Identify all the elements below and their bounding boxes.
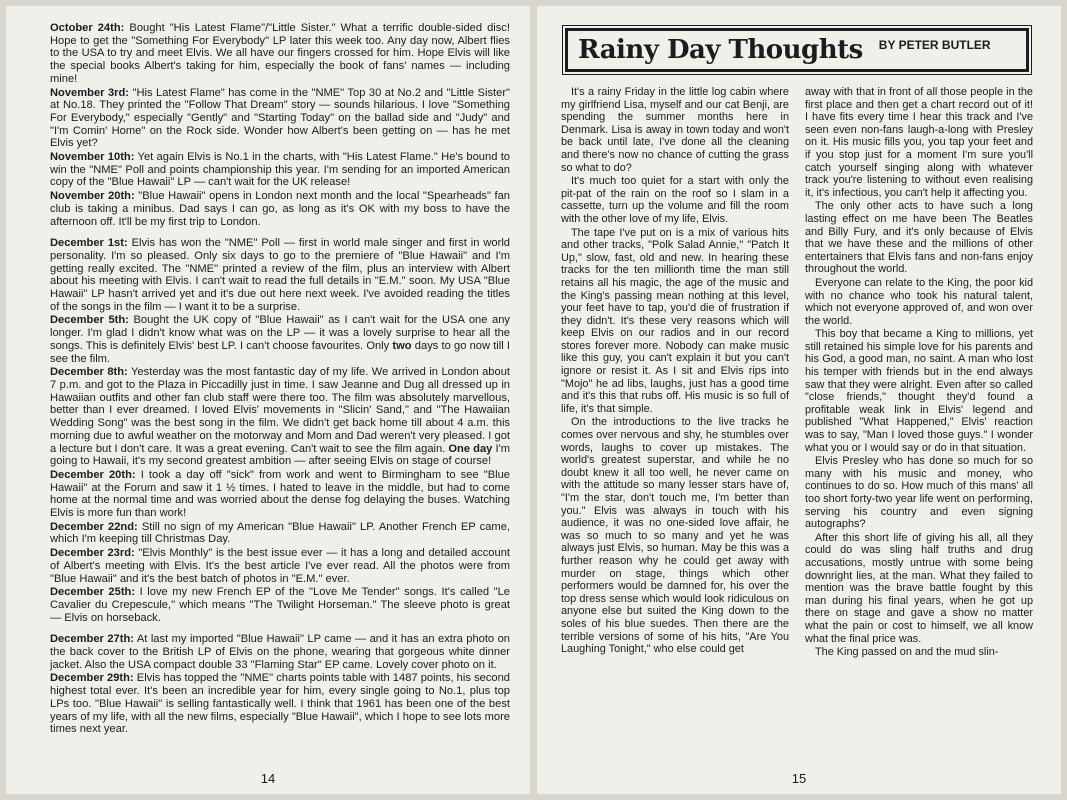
article-column-2 <box>805 86 1033 660</box>
diary-entry <box>50 87 510 151</box>
entry-date: December 23rd: <box>50 547 135 560</box>
left-page <box>6 6 530 794</box>
article-paragraph: After this short life of giving his all, all they could do was sling half truths and drug accusations, mostly untrue with some being downright lies, at the man. What they failed to mention was the brave battle fought by this man during his final years, when he got up there on stage and gave a show no matter what the pain or cost to himself, we all know what the final price was. <box>805 531 1033 645</box>
diary-entries <box>50 22 510 736</box>
diary-entry <box>50 237 510 313</box>
entry-text: I took a day off "sick" from work and went to Birmingham to see "Blue Hawaii" at the Forum and saw it 1 ½ times. I hated to leave in the middle, but had to come home at the normal time and was worried about the dense fog delaying the buses. Watching Elvis is more fun than work! <box>50 468 510 520</box>
article-paragraph: The only other acts to have such a long lasting effect on me have been The Beatles and Billy Fury, and it's only because of Elvis that we have these and the millions of other entertainers that Elvis fans and non-fans enjoy throughout the world. <box>805 200 1033 276</box>
entry-date: December 27th: <box>50 633 134 646</box>
article-paragraph: Elvis Presley who has done so much for so many with his music and money, who continues to do so. How much of this mans' all too short forty-two year life went on performing, serving his country and even signing autographs? <box>805 455 1033 531</box>
entry-emphasis: two <box>392 339 412 352</box>
entry-text: Yet again Elvis is No.1 in the charts, with "His Latest Flame." He's bound to win the "NME" Poll and points championship this year. I'm sending for an imported American copy of the "Blue Hawaii" LP — can't wait for the UK release! <box>50 151 510 189</box>
diary-entry <box>50 190 510 228</box>
entry-text: I love my new French EP of the "Love Me Tender" songs. It's called "Le Cavalier du Crepescule," which means "The Twilight Horseman." The sleeve photo is great — Elvis on horseback. <box>50 586 510 624</box>
diary-entry <box>50 469 510 520</box>
diary-entry <box>50 22 510 86</box>
entry-text: Bought the UK copy of "Blue Hawaii" as I can't wait for the USA one any longer. I'm glad I didn't know what was on the LP — it was a lovely surprise to hear all the songs. This is definitely Elvis' best LP. I can't choose favourites. Only <box>50 314 510 352</box>
entry-text-continued: I'm going to Hawaii, it's my second greatest ambition — after seeing Elvis on stage of course! <box>50 442 510 468</box>
entry-text: Elvis has topped the "NME" charts points table with 1487 points, his second highest total ever. It's been an incredible year for him, every single going to No.1, plus top LPs too. "Blue Hawaii" is selling fantastically well. I think that 1961 has been one of the best years of my life, with all the new films, especially "Blue Hawaii", which I hope to see lots more times next year. <box>50 672 510 736</box>
entry-date: December 5th: <box>50 314 129 327</box>
page-number-left: 14 <box>260 771 276 786</box>
entry-date: November 10th: <box>50 151 135 164</box>
diary-entry <box>50 366 510 468</box>
entry-text: Still no sign of my American "Blue Hawaii" LP. Another French EP came, which I'm keeping till Christmas Day. <box>50 520 510 546</box>
entry-text: Yesterday was the most fantastic day of my life. We arrived in London about 7 p.m. and got to the Plaza in Piccadilly just in time. I saw Jeanne and Dug all dressed up in Hawaiian outfits and other fan club staff were there too. The film was absolutely marvellous, better than I ever dreamed. I loved Elvis' movements in "Slicin' Sand," and "The Hawaiian Wedding Song" was the best song in the film. We didn't get back home till about 4 a.m. this morning due to awful weather on the motorway and Mom and Dad weren't very pleased. I got a lecture but I don't care. It was a great evening. Can't wait to see the film again. <box>50 366 510 455</box>
diary-entry <box>50 547 510 585</box>
article-byline: BY PETER BUTLER <box>878 38 991 52</box>
diary-entry <box>50 586 510 624</box>
diary-entry <box>50 672 510 736</box>
entry-text: Bought "His Latest Flame"/"Little Sister." What a terrific double-sided disc! Hope to get the "Something For Everybody" LP later this week too. Any day now, Albert flies to the USA to try and meet Elvis. We all have our fingers crossed for him. Hope Elvis will like the special books Albert's taking for him, especially the book of fans' names — including mine! <box>50 22 510 85</box>
diary-entry <box>50 521 510 546</box>
entry-text: "Blue Hawaii" opens in London next month and the local "Spearheads" fan club is taking a minibus. Dad says I can go, as long as it's OK with my boss to have the afternoon off. It'll be my first trip to London. <box>50 190 510 228</box>
article-header <box>565 28 1029 72</box>
article-column-1 <box>561 86 789 660</box>
entry-text: At last my imported "Blue Hawaii" LP came — and it has an extra photo on the back cover to the British LP of Elvis on the phone, wearing that gorgeous white dinner jacket. Also the USA compact double 33 "Flaming Star" EP came. Lovely cover photo on it. <box>50 633 510 671</box>
diary-entry <box>50 314 510 365</box>
article-paragraph: It's much too quiet for a start with only the pit-pat of the rain on the roof so I slam in a cassette, turn up the volume and fill the room with the other love of my life, Elvis. <box>561 175 789 225</box>
entry-text: "Elvis Monthly" is the best issue ever — it has a long and detailed account of Albert's meeting with Elvis. It's the best article I've ever read. All the photos were from "Blue Hawaii" and it's the best batch of photos in "E.M." ever. <box>50 547 510 585</box>
diary-entry <box>50 151 510 189</box>
entry-date: December 20th: <box>50 468 136 481</box>
entry-date: December 22nd: <box>50 520 138 533</box>
diary-entry <box>50 633 510 671</box>
entry-date: December 8th: <box>50 366 128 379</box>
article-paragraph: Everyone can relate to the King, the poor kid with no chance who took his natural talent, which not everyone approved of, and won over the world. <box>805 276 1033 327</box>
article-body <box>561 86 1033 660</box>
right-page <box>537 6 1061 794</box>
article-paragraph: The tape I've put on is a mix of various hits and other tracks, "Polk Salad Annie," "Patch It Up," slow, fast, old and new. In hearing these tracks for the ten millionth time the man still retains all his magic, the age of the music and the King's passing mean nothing at this level, your feet have to tap, you'd die of frustration if they didn't. It's these very reasons which will keep Elvis on our radios and in our record stores forever more. Nobody can make music like this guy, you can't explain it but you can't ignore or resist it. As I sit and Elvis rips into "Mojo" he ad libs, laughs, just has a good time and it's this that rubs off. His music is so full of life, it's that simple. <box>561 226 789 415</box>
entry-date: December 1st: <box>50 237 128 250</box>
article-paragraph: This boy that became a King to millions, yet still retained his simple love for his parents and his God, a good man, no saint. A man who lost his temper with friends but in the end always saw that they were alright. Even after so called "close friends," thought they'd found a profitable weak link in Elvis' legend and published "What Happened," Elvis' reaction was to say, "Man I loved those guys." I wonder what you or I would say or do in that situation. <box>805 328 1033 454</box>
entry-date: October 24th: <box>50 22 125 34</box>
article-paragraph: The King passed on and the mud slin- <box>815 646 999 659</box>
page-number-right: 15 <box>791 771 807 786</box>
entry-date: December 25th: <box>50 586 136 599</box>
entry-emphasis: One day <box>448 442 493 455</box>
entry-date: November 3rd: <box>50 86 130 99</box>
entry-text: Elvis has won the "NME" Poll — first in world male singer and first in world personality. I'm so pleased. Only six days to go to the premiere of "Blue Hawaii" and I'm getting really excited. The "NME" printed a review of the film, plus an interview with Albert about his meeting with Elvis. I can't wait to read the full details in "E.M." soon. My USA "Blue Hawaii" LP hasn't arrived yet and it's due out here next week. I've avoided reading the titles of the songs in the film — I want it to be a surprise. <box>50 237 510 313</box>
entry-date: November 20th: <box>50 190 135 203</box>
entry-date: December 29th: <box>50 672 134 685</box>
entry-text: "His Latest Flame" has come in the "NME" Top 30 at No.2 and "Little Sister" at No.18. They printed the "Follow That Dream" story — sounds hilarious. I love "Something For Everybody," especially "Gently" and "Starting Today" on the ballad side and "Judy" and "I'm Comin' Home" on the Rock side. Wonder how Albert's been getting on — has he met Elvis yet? <box>50 86 510 150</box>
article-paragraph: It's a rainy Friday in the little log cabin where my girlfriend Lisa, myself and our cat Benji, are spending the summer months here in Denmark. Lisa is away in town today and won't be back until late, I've done all the cleaning and there's now no chance of cutting the grass so what to do? <box>561 86 789 174</box>
article-title: Rainy Day Thoughts <box>578 35 863 65</box>
entry-text-continued: days to go now till I see the film. <box>50 339 510 365</box>
article-paragraph: On the introductions to the live tracks he comes over nervous and shy, he stumbles over words, laughs to cover up mistakes. The world's greatest superstar, and while he no doubt knew it all too well, he never came on with the attitude so many lesser stars have of, "I'm the star, don't touch me, I'm better than you." Elvis was always in touch with his audience, it was no one-sided love affair, he was so much to so many and yet he was always just Elvis, so human. May be this was a further reason why he could get away with murder on stage, things which other performers would be damned for, his over the top dress sense which would look ridiculous on anyone else but suited the King down to the soles of his blue suedes. Then there are the terrible versions of some of his hits, "Are You Laughing Tonight," who else could get <box>561 416 789 656</box>
article-paragraph: away with that in front of all those people in the first place and then get a chart record out of it! I have fits every time I hear this track and I've seen even non-fans laugh-a-long with Presley on it. His music fills you, you tap your feet and if you stop just for a moment I'm sure you'll catch yourself singing along with whatever track you're listening to without even realising it, it's infectious, you can't help it affecting you. <box>805 86 1033 199</box>
